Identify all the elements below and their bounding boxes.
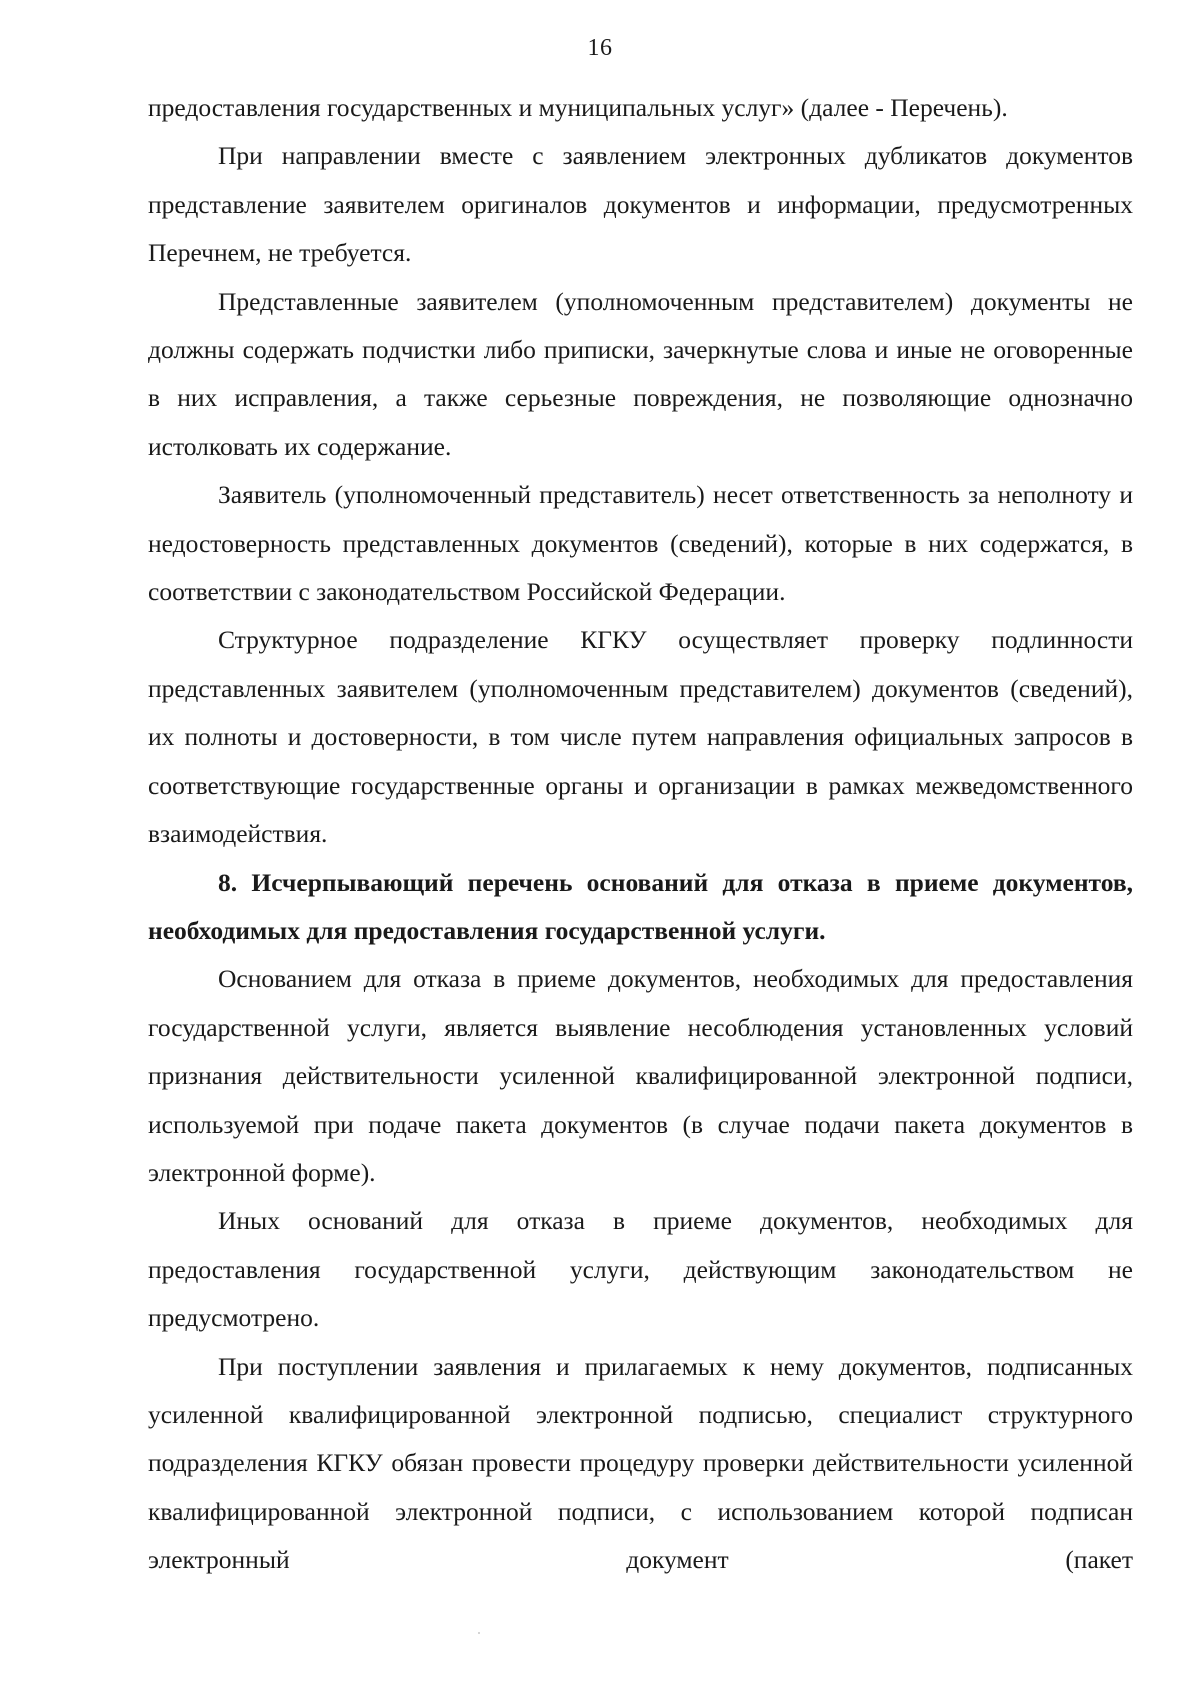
page-number: 16	[587, 35, 613, 61]
paragraph-verification: Структурное подразделение КГКУ осуществляет проверку подлинности представленных заявителем (уполномоченным представителем) документов (сведений), их полноты и достоверности, в том числе путем направления официальных запросов в соответствующие государственные органы и организации в рамках межведомственного взаимодействия.	[148, 625, 1133, 849]
section-heading-8: 8. Исчерпывающий перечень оснований для отказа в приеме документов, необходимых для предоставления государственной услуги.	[148, 867, 1133, 945]
paragraph-document-requirements: Представленные заявителем (уполномоченным представителем) документы не должны содержать подчистки либо приписки, зачеркнутые слова и иные не оговоренные в них исправления, а также серьезные повреждения, не позволяющие однозначно истолковать их содержание.	[148, 286, 1133, 461]
paragraph-continuation: предоставления государственных и муниципальных услуг» (далее - Перечень).	[148, 93, 1008, 122]
document-body	[148, 84, 1133, 1585]
paragraph-electronic-duplicates: При направлении вместе с заявлением электронных дубликатов документов представление заявителем оригиналов документов и информации, предусмотренных Перечнем, не требуется.	[148, 141, 1133, 268]
paragraph-applicant-responsibility: Заявитель (уполномоченный представитель) несет ответственность за неполноту и недостоверность представленных документов (сведений), которые в них содержатся, в соответствии с законодательством Российской Федерации.	[148, 480, 1133, 607]
paragraph-signature-check: При поступлении заявления и прилагаемых к нему документов, подписанных усиленной квалифицированной электронной подписью, специалист структурного подразделения КГКУ обязан провести процедуру проверки действительности усиленной квалифицированной электронной подписи, с использованием которой подписан электронный документ (пакет	[148, 1351, 1133, 1575]
paragraph-no-other-grounds: Иных оснований для отказа в приеме документов, необходимых для предоставления государственной услуги, действующим законодательством не предусмотрено.	[148, 1206, 1133, 1333]
paragraph-refusal-grounds: Основанием для отказа в приеме документов, необходимых для предоставления государственной услуги, является выявление несоблюдения установленных условий признания действительности усиленной квалифицированной электронной подписи, используемой при подаче пакета документов (в случае подачи пакета документов в электронной форме).	[148, 964, 1133, 1187]
scan-speck	[478, 1632, 480, 1634]
